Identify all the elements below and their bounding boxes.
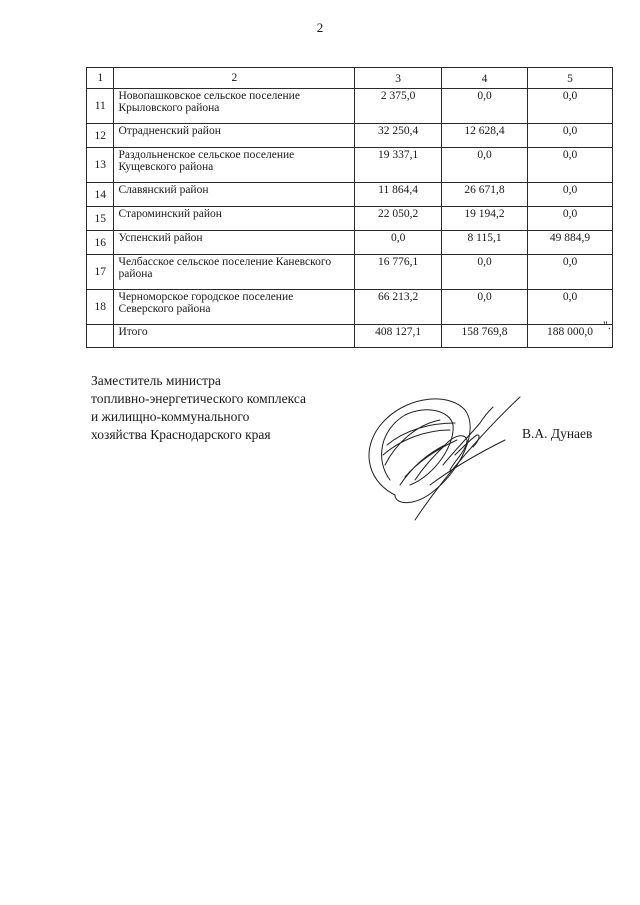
row-value-5: 0,0 [528, 183, 613, 207]
row-value-5: 0,0 [528, 207, 613, 231]
row-value-5: 0,0 [528, 290, 613, 325]
row-name: Новопашковское сельское поселение Крыловского района [114, 89, 355, 124]
row-value-5: 0,0 [528, 148, 613, 183]
row-value-4: 8 115,1 [442, 231, 528, 255]
header-col-4: 4 [442, 68, 528, 89]
total-number-cell [87, 325, 114, 348]
row-value-3: 32 250,4 [355, 124, 442, 148]
row-number: 12 [87, 124, 114, 148]
row-number: 18 [87, 290, 114, 325]
table-total-row [87, 325, 613, 348]
row-value-3: 66 213,2 [355, 290, 442, 325]
row-number: 11 [87, 89, 114, 124]
handwritten-signature [355, 385, 535, 525]
table-row [87, 183, 613, 207]
row-name: Черноморское городское поселение Северского района [114, 290, 355, 325]
header-col-1: 1 [87, 68, 114, 89]
row-value-4: 0,0 [442, 148, 528, 183]
row-value-3: 16 776,1 [355, 255, 442, 290]
table-header-row [87, 68, 613, 89]
row-number: 13 [87, 148, 114, 183]
row-name: Славянский район [114, 183, 355, 207]
table-row [87, 231, 613, 255]
page-number: 2 [316, 20, 324, 35]
row-name: Раздольненское сельское поселение Кущевского района [114, 148, 355, 183]
total-label: Итого [114, 325, 355, 348]
row-value-3: 2 375,0 [355, 89, 442, 124]
row-name: Отрадненский район [114, 124, 355, 148]
signatory-line: хозяйства Краснодарского края [91, 427, 271, 442]
total-value-4: 158 769,8 [442, 325, 528, 348]
closing-quote-mark: ". [603, 318, 611, 332]
row-value-3: 11 864,4 [355, 183, 442, 207]
row-value-4: 12 628,4 [442, 124, 528, 148]
row-number: 14 [87, 183, 114, 207]
total-value-3: 408 127,1 [355, 325, 442, 348]
row-value-5: 0,0 [528, 255, 613, 290]
row-value-4: 0,0 [442, 89, 528, 124]
total-value-5: 188 000,0 [528, 325, 613, 348]
row-value-5: 0,0 [528, 89, 613, 124]
row-value-5: 0,0 [528, 124, 613, 148]
data-table [86, 67, 613, 348]
table-row [87, 290, 613, 325]
row-name: Успенский район [114, 231, 355, 255]
row-name: Староминский район [114, 207, 355, 231]
header-col-3: 3 [355, 68, 442, 89]
header-col-2: 2 [114, 68, 355, 89]
signatory-line: топливно-энергетического комплекса [91, 391, 307, 406]
table-row [87, 207, 613, 231]
signatory-position [91, 372, 306, 444]
row-value-4: 26 671,8 [442, 183, 528, 207]
signatory-line: и жилищно-коммунального [91, 409, 250, 424]
table-row [87, 124, 613, 148]
signatory-line: Заместитель министра [91, 373, 221, 388]
table-row [87, 89, 613, 124]
signer-name: В.А. Дунаев [522, 426, 593, 441]
row-number: 15 [87, 207, 114, 231]
row-name: Челбасское сельское поселение Каневского района [114, 255, 355, 290]
row-value-3: 22 050,2 [355, 207, 442, 231]
row-number: 17 [87, 255, 114, 290]
row-number: 16 [87, 231, 114, 255]
row-value-3: 0,0 [355, 231, 442, 255]
row-value-3: 19 337,1 [355, 148, 442, 183]
header-col-5: 5 [528, 68, 613, 89]
row-value-5: 49 884,9 [528, 231, 613, 255]
row-value-4: 19 194,2 [442, 207, 528, 231]
row-value-4: 0,0 [442, 255, 528, 290]
table-row [87, 255, 613, 290]
row-value-4: 0,0 [442, 290, 528, 325]
table-row [87, 148, 613, 183]
